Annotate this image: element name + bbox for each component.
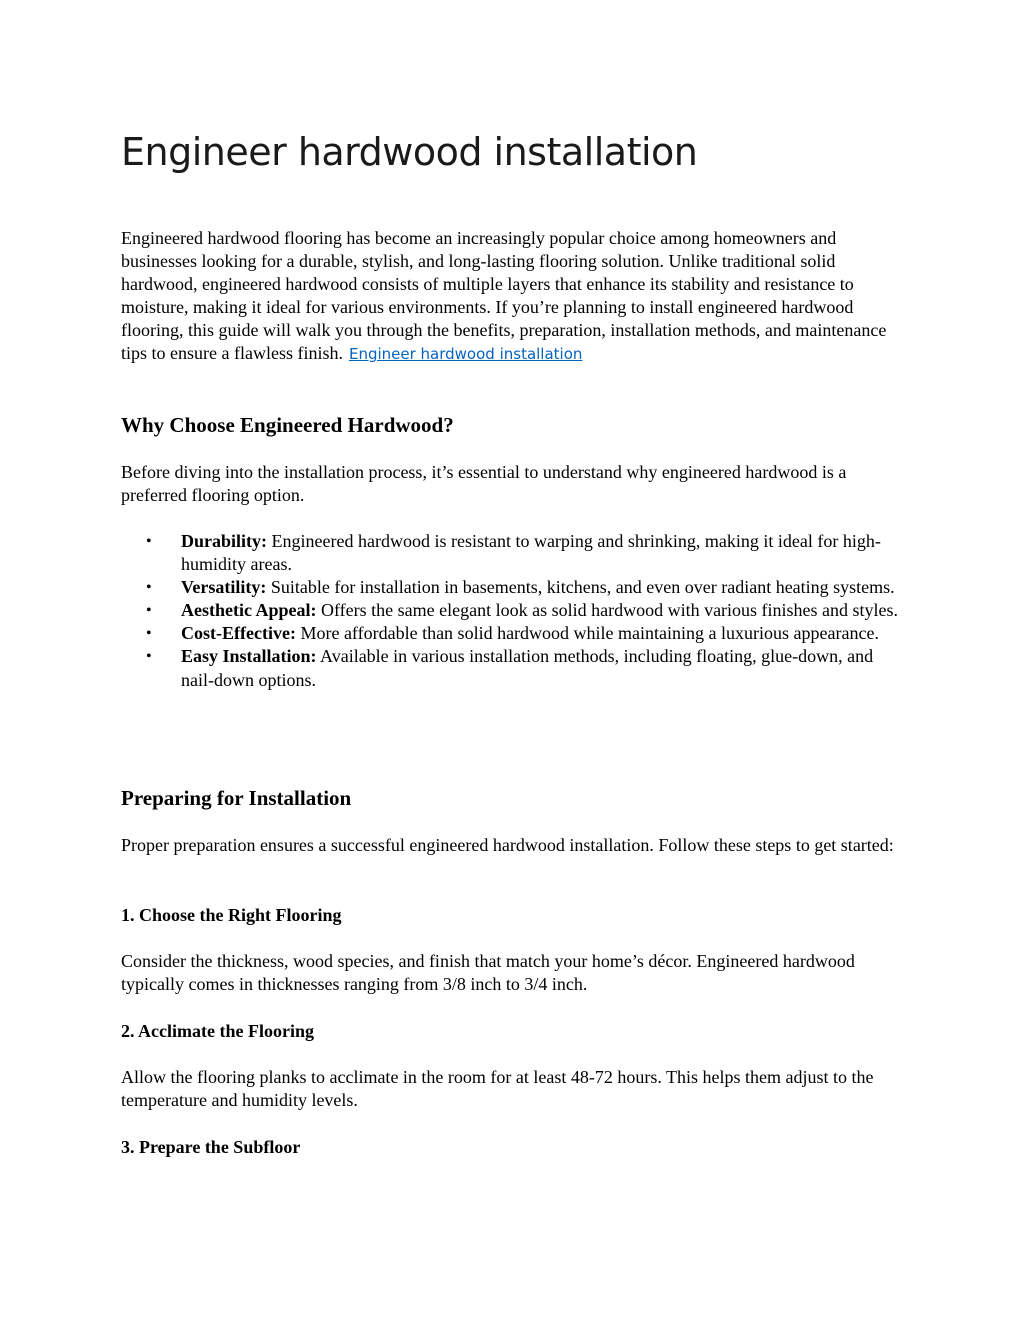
list-item-label: Aesthetic Appeal: <box>181 600 317 621</box>
benefits-list <box>121 530 911 692</box>
engineer-hardwood-installation-link[interactable]: Engineer hardwood installation <box>348 345 583 364</box>
preparing-paragraph: Proper preparation ensures a successful engineered hardwood installation. Follow these steps to get started: <box>121 835 894 855</box>
list-item-label: Cost-Effective: <box>181 623 296 644</box>
list-item-versatility <box>121 576 901 599</box>
page-title: Engineer hardwood installation <box>121 130 698 174</box>
list-item-easy-installation <box>121 645 901 691</box>
intro-paragraph <box>121 227 911 367</box>
list-item-label: Easy Installation: <box>181 646 317 667</box>
list-item-text: Available in various installation methods, including floating, glue-down, and nail-down options. <box>181 646 874 690</box>
step1-paragraph: Consider the thickness, wood species, and finish that match your home’s décor. Engineered hardwood typically comes in thicknesses ranging from 3/8 inch to 3/4 inch. <box>121 951 855 995</box>
step1-heading: 1. Choose the Right Flooring <box>121 905 342 925</box>
bullet-icon: • <box>146 533 152 550</box>
step3-heading: 3. Prepare the Subfloor <box>121 1137 301 1157</box>
step2-heading: 2. Acclimate the Flooring <box>121 1021 314 1041</box>
bullet-icon: • <box>146 579 152 597</box>
step2-paragraph: Allow the flooring planks to acclimate in the room for at least 48-72 hours. This helps them adjust to the temperature and humidity levels. <box>121 1067 874 1111</box>
bullet-icon: • <box>146 648 152 666</box>
why-choose-paragraph: Before diving into the installation process, it’s essential to understand why engineered hardwood is a preferred flooring option. <box>121 462 847 506</box>
list-item-label: Durability: <box>181 531 268 551</box>
list-item-text: More affordable than solid hardwood while maintaining a luxurious appearance. <box>295 623 879 644</box>
preparing-heading: Preparing for Installation <box>121 786 352 810</box>
bullet-icon: • <box>146 602 152 620</box>
list-item-durability <box>121 530 901 576</box>
list-item-text: Offers the same elegant look as solid hardwood with various finishes and styles. <box>316 600 899 621</box>
intro-text: Engineered hardwood flooring has become an increasingly popular choice among homeowners and businesses looking for a durable, stylish, and long-lasting flooring solution. Unlike traditional solid hardwood, engineered hardwood consists of multiple layers that enhance its stability and resistance to moisture, making it ideal for various environments. If you’re planning to install engineered hardwood flooring, this guide will walk you through the benefits, preparation, installation methods, and maintenance tips to ensure a flawless finish. <box>121 228 887 364</box>
list-item-text: Suitable for installation in basements, kitchens, and even over radiant heating systems. <box>266 577 895 598</box>
list-item-label: Versatility: <box>181 577 267 598</box>
bullet-icon: • <box>146 625 152 643</box>
why-choose-heading: Why Choose Engineered Hardwood? <box>121 413 454 437</box>
list-item-cost-effective <box>121 622 901 645</box>
list-item-text: Engineered hardwood is resistant to warping and shrinking, making it ideal for high-humidity areas. <box>181 531 881 575</box>
list-item-aesthetic-appeal <box>121 599 901 622</box>
